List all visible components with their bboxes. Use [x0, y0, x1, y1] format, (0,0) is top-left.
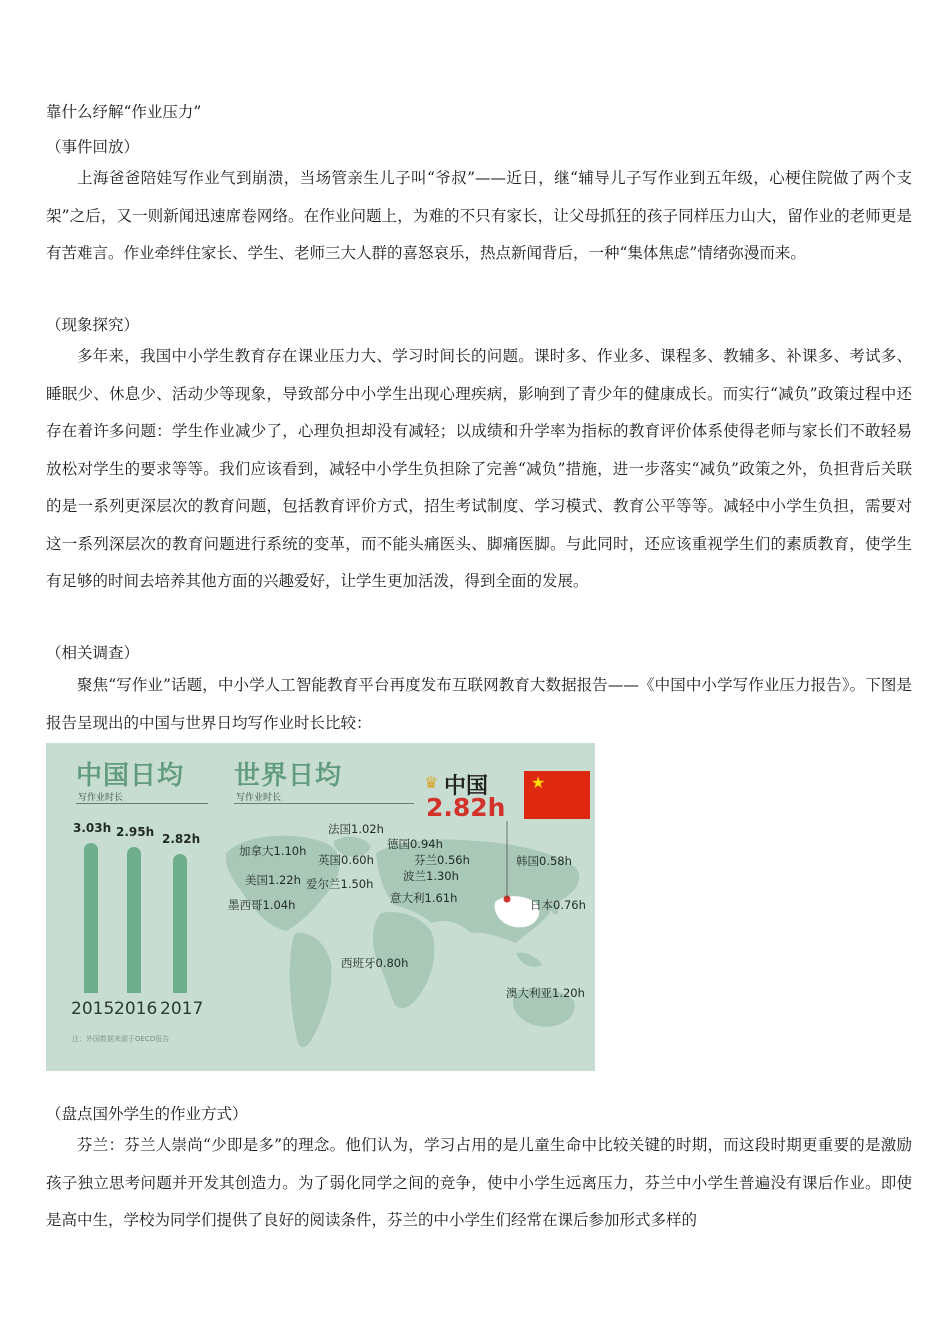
world-average-title: 世界日均	[234, 761, 343, 791]
year-label: 2017	[160, 999, 204, 1019]
paragraph-survey: 聚焦“写作业”话题，中小学人工智能教育平台再度发布互联网教育大数据报告——《中国中小学写作业压力报告》。下图是报告呈现出的中国与世界日均写作业时长比较：	[46, 676, 912, 732]
article-title: 靠什么纾解“作业压力”	[46, 103, 202, 121]
map-label-japan: 日本0.76h	[530, 898, 586, 912]
map-label-usa: 美国1.22h	[245, 873, 301, 887]
paragraph-phenomenon: 多年来，我国中小学生教育存在课业压力大、学习时间长的问题。课时多、作业多、课程多、教辅多、补课多、考试多、睡眠少、休息少、活动少等现象，导致部分中小学生出现心理疾病，影响到了青少年的健康成长。而实行“减负”政策过程中还存在着许多问题：学生作业减少了，心理负担却没有减轻；以成绩和升学率为指标的教育评价体系使得老师与家长们不敢轻易放松对学生的要求等等。我们应该看到，减轻中小学生负担除了完善“减负”措施，进一步落实“减负”政策之外，负担背后关联的是一系列更深层次的教育问题，包括教育评价方式，招生考试制度、学习模式、教育公平等等。减轻中小学生负担，需要对这一系列深层次的教育问题进行系统的变革，而不能头痛医头、脚痛医脚。与此同时，还应该重视学生们的素质教育，使学生有足够的时间去培养其他方面的兴趣爱好，让学生更加活泼，得到全面的发展。	[46, 347, 912, 590]
map-label-australia: 澳大利亚1.20h	[506, 986, 585, 1000]
crown-icon: ♛	[424, 773, 439, 792]
map-label-germany: 德国0.94h	[387, 837, 443, 851]
bar-value-label: 2.82h	[162, 831, 201, 846]
map-label-france: 法国1.02h	[328, 822, 384, 836]
bar-value-label: 3.03h	[73, 821, 112, 836]
map-label-uk: 英国0.60h	[318, 853, 374, 867]
section-heading-survey: （相关调查）	[46, 644, 140, 662]
map-label-mexico: 墨西哥1.04h	[228, 898, 296, 912]
section-heading-event: （事件回放）	[46, 138, 140, 156]
paragraph-abroad: 芬兰：芬兰人崇尚“少即是多”的理念。他们认为，学习占用的是儿童生命中比较关键的时期，而这段时期更重要的是激励孩子独立思考问题并开发其创造力。为了弱化同学之间的竞争，使中小学生远离压力，芬兰中小学生普遍没有课后作业。即使是高中生，学校为同学们提供了良好的阅读条件，芬兰的中小学生们经常在课后参加形式多样的	[46, 1136, 912, 1229]
china-average-subtitle: 写作业时长	[78, 793, 124, 803]
highlight-country: 中国	[444, 774, 489, 799]
paragraph-event: 上海爸爸陪娃写作业气到崩溃，当场管亲生儿子叫“爷叔”——近日，继“辅导儿子写作业到五年级，心梗住院做了两个支架”之后，又一则新闻迅速席卷网络。在作业问题上，为难的不只有家长，让父母抓狂的孩子同样压力山大，留作业的老师更是有苦难言。作业牵绊住家长、学生、老师三大人群的喜怒哀乐，热点新闻背后，一种“集体焦虑”情绪弥漫而来。	[46, 169, 912, 262]
section-heading-phenomenon: （现象探究）	[46, 316, 140, 334]
map-label-spain: 西班牙0.80h	[341, 956, 409, 970]
world-average-subtitle: 写作业时长	[236, 793, 282, 803]
map-label-poland: 波兰1.30h	[403, 869, 459, 883]
source-note: 注：外国数据来源于OECD报告	[72, 1035, 170, 1043]
section-heading-abroad: （盘点国外学生的作业方式）	[46, 1105, 248, 1123]
china-flag-icon	[524, 771, 590, 819]
year-label: 2016	[114, 999, 158, 1019]
map-label-finland: 芬兰0.56h	[414, 853, 470, 867]
bar-2015	[84, 843, 98, 993]
divider	[76, 803, 208, 804]
map-label-korea: 韩国0.58h	[516, 854, 572, 868]
star-icon: ★	[531, 773, 546, 792]
map-label-canada: 加拿大1.10h	[239, 844, 307, 858]
bar-2017	[173, 854, 187, 993]
homework-time-infographic	[46, 743, 595, 1071]
map-label-ireland: 爱尔兰1.50h	[306, 877, 374, 891]
bar-2016	[127, 847, 141, 993]
bar-value-label: 2.95h	[116, 825, 155, 840]
map-label-italy: 意大利1.61h	[390, 891, 458, 905]
highlight-value: 2.82h	[426, 793, 506, 822]
divider	[234, 803, 414, 804]
year-label: 2015	[71, 999, 115, 1019]
china-average-title: 中国日均	[76, 761, 185, 791]
